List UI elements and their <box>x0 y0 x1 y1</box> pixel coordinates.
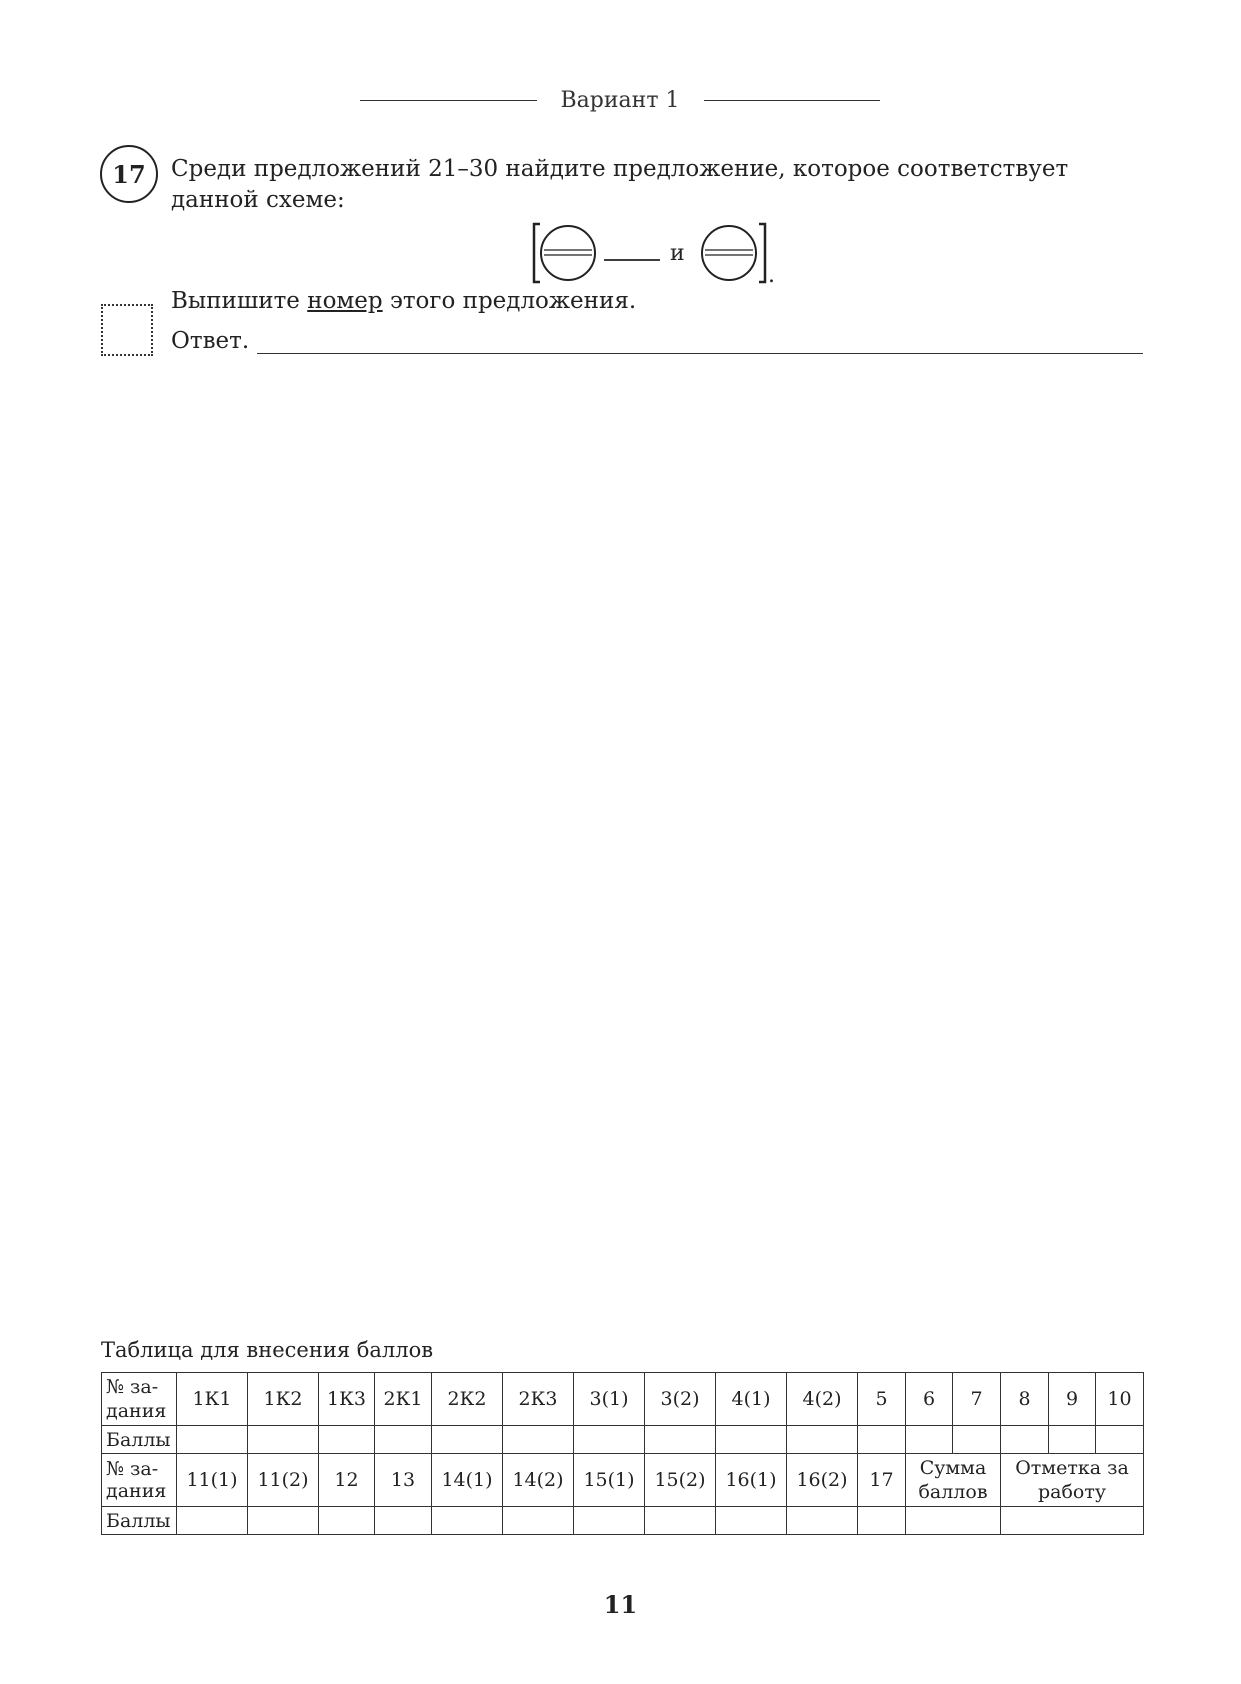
points-cell[interactable] <box>1096 1426 1144 1454</box>
header-rule-right <box>704 100 881 101</box>
instruction-text-end: этого предложения. <box>382 288 637 314</box>
points-cell[interactable] <box>716 1507 787 1535</box>
row-label-points: Баллы <box>102 1426 177 1454</box>
table-row <box>102 1507 1144 1535</box>
points-cell[interactable] <box>716 1426 787 1454</box>
points-cell[interactable] <box>319 1507 375 1535</box>
task-cell: 9 <box>1049 1373 1096 1426</box>
points-cell[interactable] <box>375 1426 432 1454</box>
task-cell: 11(1) <box>177 1454 248 1507</box>
task-cell: 7 <box>953 1373 1001 1426</box>
points-cell[interactable] <box>1049 1426 1096 1454</box>
answer-label: Ответ. <box>171 328 250 354</box>
task-cell: 15(2) <box>645 1454 716 1507</box>
points-cell[interactable] <box>375 1507 432 1535</box>
points-cell[interactable] <box>953 1426 1001 1454</box>
task-cell: 6 <box>906 1373 953 1426</box>
task-cell: 15(1) <box>574 1454 645 1507</box>
task-cell: 1К3 <box>319 1373 375 1426</box>
points-cell[interactable] <box>503 1426 574 1454</box>
points-cell[interactable] <box>645 1507 716 1535</box>
task-cell: 14(1) <box>432 1454 503 1507</box>
points-cell[interactable] <box>858 1507 906 1535</box>
task-cell: 12 <box>319 1454 375 1507</box>
task-cell: 4(1) <box>716 1373 787 1426</box>
scheme-bracket-right <box>759 224 765 282</box>
points-cell[interactable] <box>787 1507 858 1535</box>
task-cell: 5 <box>858 1373 906 1426</box>
task-cell: 2К3 <box>503 1373 574 1426</box>
task-cell: 4(2) <box>787 1373 858 1426</box>
header-rule-left <box>360 100 537 101</box>
scheme-clause-1 <box>541 226 595 280</box>
row-label-task-number: № за- дания <box>102 1373 177 1426</box>
scheme-conjunction: и <box>670 241 685 266</box>
task-cell: 13 <box>375 1454 432 1507</box>
points-cell[interactable] <box>645 1426 716 1454</box>
task-cell: 16(2) <box>787 1454 858 1507</box>
task-cell: 8 <box>1001 1373 1049 1426</box>
points-cell[interactable] <box>319 1426 375 1454</box>
task-cell: 11(2) <box>248 1454 319 1507</box>
row-label-task-number: № за- дания <box>102 1454 177 1507</box>
row-label-points: Баллы <box>102 1507 177 1535</box>
points-cell[interactable] <box>906 1426 953 1454</box>
points-cell[interactable] <box>858 1426 906 1454</box>
page-number: 11 <box>603 1590 638 1619</box>
instruction-underlined-word: номер <box>307 288 383 314</box>
points-cell[interactable] <box>503 1507 574 1535</box>
points-cell[interactable] <box>177 1426 248 1454</box>
table-row <box>102 1373 1144 1426</box>
points-cell[interactable] <box>248 1426 319 1454</box>
answer-field[interactable] <box>257 327 1143 354</box>
scheme-period: . <box>768 263 775 284</box>
answer-box[interactable] <box>101 304 153 356</box>
task-number-badge: 17 <box>100 145 158 203</box>
table-row <box>102 1454 1144 1507</box>
task-cell: 2К1 <box>375 1373 432 1426</box>
sum-points-cell[interactable] <box>906 1507 1001 1535</box>
task-cell: 14(2) <box>503 1454 574 1507</box>
scheme-clause-2 <box>702 226 756 280</box>
instruction-text: Выпишите <box>171 288 308 314</box>
task-cell: 1К1 <box>177 1373 248 1426</box>
scheme-bracket-left <box>534 224 540 282</box>
variant-title: Вариант 1 <box>560 88 680 113</box>
sum-points-header: Сумма баллов <box>906 1454 1001 1507</box>
work-mark-cell[interactable] <box>1001 1507 1144 1535</box>
answer-line <box>171 327 1143 354</box>
table-row <box>102 1426 1144 1454</box>
task-cell: 3(1) <box>574 1373 645 1426</box>
task-cell: 1К2 <box>248 1373 319 1426</box>
points-cell[interactable] <box>177 1507 248 1535</box>
task-cell: 16(1) <box>716 1454 787 1507</box>
task-cell: 10 <box>1096 1373 1144 1426</box>
task-instruction <box>171 288 636 314</box>
points-cell[interactable] <box>432 1426 503 1454</box>
points-cell[interactable] <box>432 1507 503 1535</box>
task-cell: 3(2) <box>645 1373 716 1426</box>
page-header <box>360 88 880 113</box>
points-cell[interactable] <box>787 1426 858 1454</box>
task-cell: 2К2 <box>432 1373 503 1426</box>
task-question: Среди предложений 21–30 найдите предложение, которое соответствует данной схеме: <box>171 156 1069 213</box>
sentence-scheme <box>530 222 790 284</box>
table-caption: Таблица для внесения баллов <box>101 1338 434 1362</box>
work-mark-header: Отметка за работу <box>1001 1454 1144 1507</box>
points-cell[interactable] <box>574 1507 645 1535</box>
score-table <box>101 1372 1144 1535</box>
points-cell[interactable] <box>574 1426 645 1454</box>
points-cell[interactable] <box>1001 1426 1049 1454</box>
points-cell[interactable] <box>248 1507 319 1535</box>
task-cell: 17 <box>858 1454 906 1507</box>
